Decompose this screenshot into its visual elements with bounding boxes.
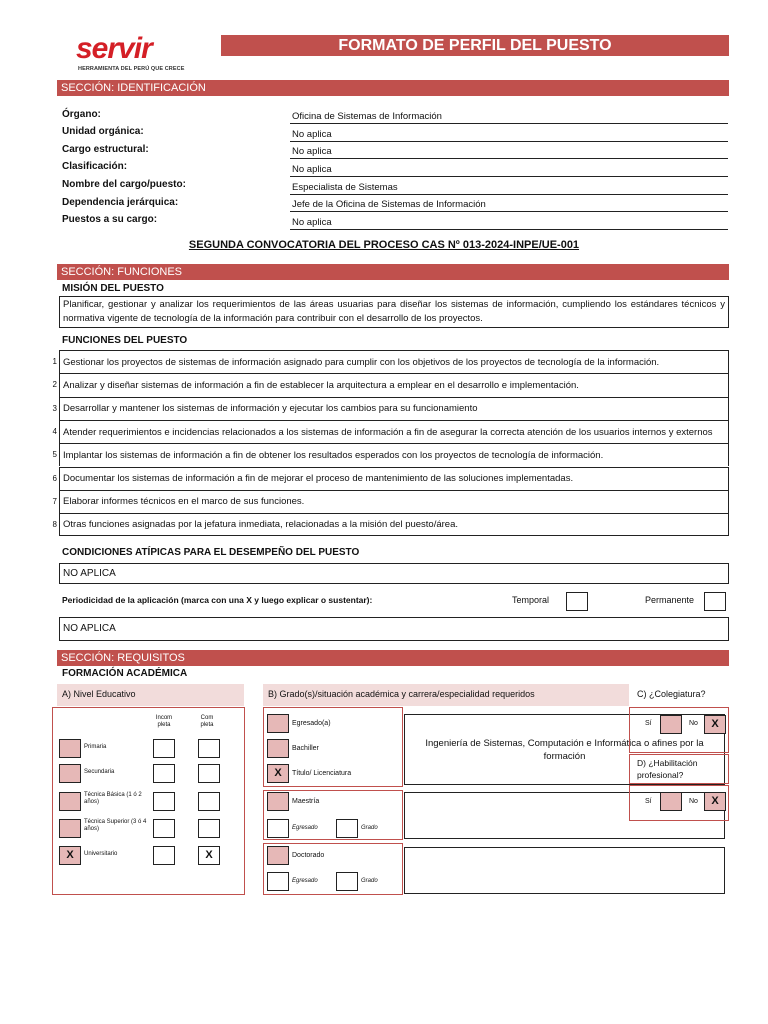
permanente-checkbox[interactable]	[704, 592, 726, 611]
nivel-label: Técnica Básica (1 ó 2 años)	[84, 792, 142, 805]
grados-header: B) Grado(s)/situación académica y carrera/especialidad requeridos	[263, 684, 729, 706]
habilitacion-si-checkbox[interactable]	[660, 792, 682, 811]
ident-label: Dependencia jerárquica:	[62, 197, 179, 208]
nivel-completa-checkbox[interactable]	[198, 792, 220, 811]
funcion-item	[59, 490, 729, 513]
funcion-text: Atender requerimientos e incidencias relacionados a los sistemas de información a fin de asegurar la correcta atención de los usuarios internos y externos	[63, 426, 713, 438]
doctorado-egresado-label: Egresado	[292, 878, 318, 884]
mision-text: Planificar, gestionar y analizar los requerimientos de las áreas usuarias para diseñar los sistemas de información, cumpliendo los estándares técnicos y normativa vigente de tecnología de la información para contribuir con el desarrollo de los proyectos.	[59, 296, 729, 328]
doctorado-egresado-checkbox[interactable]	[267, 872, 289, 891]
permanente-label: Permanente	[645, 595, 695, 605]
funcion-number: 8	[52, 520, 57, 530]
doctorado-detail-box	[404, 847, 725, 894]
ident-value: Especialista de Sistemas	[290, 181, 728, 195]
nivel-incompleta-checkbox[interactable]	[153, 846, 175, 865]
colegiatura-si-label: Sí	[645, 720, 652, 727]
funcion-item	[59, 373, 729, 396]
nivel-label: Técnica Superior (3 ó 4 años)	[84, 819, 147, 832]
nivel-checkbox[interactable]	[59, 819, 81, 838]
periodicidad-label: Periodicidad de la aplicación (marca con una X y luego explicar o sustentar):	[62, 595, 373, 605]
maestria-grado-label: Grado	[361, 825, 378, 831]
nivel-label: Universitario	[84, 851, 118, 857]
doctorado-checkbox[interactable]	[267, 846, 289, 865]
titulo-label: Título/ Licenciatura	[292, 770, 352, 777]
carrera-text: Ingeniería de Sistemas, Computación e Informática o afines por la formación	[425, 737, 704, 762]
servir-logo: servir	[76, 32, 152, 65]
funcion-text: Documentar los sistemas de información a fin de mejorar el proceso de mantenimiento de las soluciones implementadas.	[63, 473, 574, 485]
ident-label: Puestos a su cargo:	[62, 214, 158, 225]
ident-label: Cargo estructural:	[62, 144, 149, 155]
funcion-number: 7	[52, 496, 57, 506]
funcion-text: Analizar y diseñar sistemas de información a fin de establecer la arquitectura a emplear en el desarrollo e implementación.	[63, 379, 579, 391]
condiciones-label: CONDICIONES ATÍPICAS PARA EL DESEMPEÑO DEL PUESTO	[62, 547, 360, 558]
ident-value: No aplica	[290, 145, 728, 159]
funcion-number: 2	[52, 380, 57, 390]
nivel-checkbox[interactable]	[59, 764, 81, 783]
funcion-text: Elaborar informes técnicos en el marco de sus funciones.	[63, 496, 305, 508]
ident-label: Órgano:	[62, 109, 101, 120]
section-funciones-header: SECCIÓN: FUNCIONES	[57, 264, 729, 280]
temporal-label: Temporal	[512, 595, 550, 605]
formacion-label: FORMACIÓN ACADÉMICA	[62, 668, 188, 679]
funcion-text: Desarrollar y mantener los sistemas de información y ejecutar los cambios para su funcionamiento	[63, 403, 478, 415]
funcion-number: 6	[52, 473, 57, 483]
ident-value: Oficina de Sistemas de Información	[290, 110, 728, 124]
nivel-checkbox[interactable]	[59, 739, 81, 758]
incompleta-header: Incom pleta	[155, 715, 173, 728]
logo-tagline: HERRAMIENTA DEL PERÚ QUE CRECE	[78, 66, 185, 72]
bachiller-label: Bachiller	[292, 745, 319, 752]
nivel-incompleta-checkbox[interactable]	[153, 792, 175, 811]
mision-label: MISIÓN DEL PUESTO	[62, 283, 164, 294]
nivel-label: Primaria	[84, 744, 107, 750]
ident-value: No aplica	[290, 216, 728, 230]
colegiatura-no-label: No	[689, 720, 698, 727]
nivel-completa-checkbox[interactable]	[198, 739, 220, 758]
funcion-item	[59, 443, 729, 466]
doctorado-label: Doctorado	[292, 852, 325, 859]
doctorado-grado-checkbox[interactable]	[336, 872, 358, 891]
funcion-item	[59, 467, 729, 490]
nivel-checkbox[interactable]	[59, 792, 81, 811]
funcion-item	[59, 397, 729, 420]
colegiatura-si-checkbox[interactable]	[660, 715, 682, 734]
funciones-label: FUNCIONES DEL PUESTO	[62, 335, 188, 346]
colegiatura-header: C) ¿Colegiatura?	[629, 684, 729, 706]
habilitacion-no-checkbox[interactable]: X	[704, 792, 726, 811]
funcion-number: 5	[52, 450, 57, 460]
ident-label: Nombre del cargo/puesto:	[62, 179, 186, 190]
funcion-text: Gestionar los proyectos de sistemas de información asignado para cumplir con los objetivos de los proyectos de tecnología de la información.	[63, 356, 660, 368]
maestria-egresado-checkbox[interactable]	[267, 819, 289, 838]
doctorado-grado-label: Grado	[361, 878, 378, 884]
condiciones-value: NO APLICA	[59, 563, 729, 584]
habilitacion-header: D) ¿Habilitación profesional?	[637, 758, 698, 780]
maestria-checkbox[interactable]	[267, 792, 289, 811]
ident-label: Clasificación:	[62, 161, 128, 172]
ident-value: No aplica	[290, 128, 728, 142]
habilitacion-si-label: Sí	[645, 798, 652, 805]
ident-label: Unidad orgánica:	[62, 126, 144, 137]
completa-header: Com pleta	[200, 715, 214, 728]
egresado-checkbox[interactable]	[267, 714, 289, 733]
titulo-checkbox[interactable]: X	[267, 764, 289, 783]
nivel-completa-checkbox[interactable]: X	[198, 846, 220, 865]
nivel-label: Secundaria	[84, 769, 115, 775]
egresado-label: Egresado(a)	[292, 720, 331, 727]
funcion-item	[59, 350, 729, 373]
temporal-checkbox[interactable]	[566, 592, 588, 611]
periodicidad-value: NO APLICA	[59, 617, 729, 641]
colegiatura-no-checkbox[interactable]: X	[704, 715, 726, 734]
nivel-incompleta-checkbox[interactable]	[153, 764, 175, 783]
bachiller-checkbox[interactable]	[267, 739, 289, 758]
page-title: FORMATO DE PERFIL DEL PUESTO	[221, 35, 729, 56]
maestria-egresado-label: Egresado	[292, 825, 318, 831]
ident-value: No aplica	[290, 163, 728, 177]
section-requisitos-header: SECCIÓN: REQUISITOS	[57, 650, 729, 666]
funcion-item	[59, 513, 729, 536]
maestria-label: Maestría	[292, 798, 320, 805]
funcion-item	[59, 420, 729, 443]
funcion-number: 1	[52, 357, 57, 366]
habilitacion-no-label: No	[689, 798, 698, 805]
nivel-educativo-header: A) Nivel Educativo	[57, 684, 244, 706]
nivel-incompleta-checkbox[interactable]	[153, 739, 175, 758]
nivel-completa-checkbox[interactable]	[198, 819, 220, 838]
nivel-completa-checkbox[interactable]	[198, 764, 220, 783]
nivel-incompleta-checkbox[interactable]	[153, 819, 175, 838]
funcion-number: 3	[52, 403, 57, 413]
ident-value: Jefe de la Oficina de Sistemas de Información	[290, 198, 728, 212]
funcion-number: 4	[52, 426, 57, 436]
convocatoria-title: SEGUNDA CONVOCATORIA DEL PROCESO CAS Nº 013-2024-INPE/UE-001	[188, 239, 580, 251]
nivel-checkbox[interactable]: X	[59, 846, 81, 865]
funcion-text: Otras funciones asignadas por la jefatura inmediata, relacionadas a la misión del puesto/área.	[63, 519, 459, 531]
maestria-grado-checkbox[interactable]	[336, 819, 358, 838]
section-identificacion-header: SECCIÓN: IDENTIFICACIÓN	[57, 80, 729, 96]
funcion-text: Implantar los sistemas de información a fin de obtener los resultados esperados con los proyectos de tecnología de información.	[63, 449, 604, 461]
